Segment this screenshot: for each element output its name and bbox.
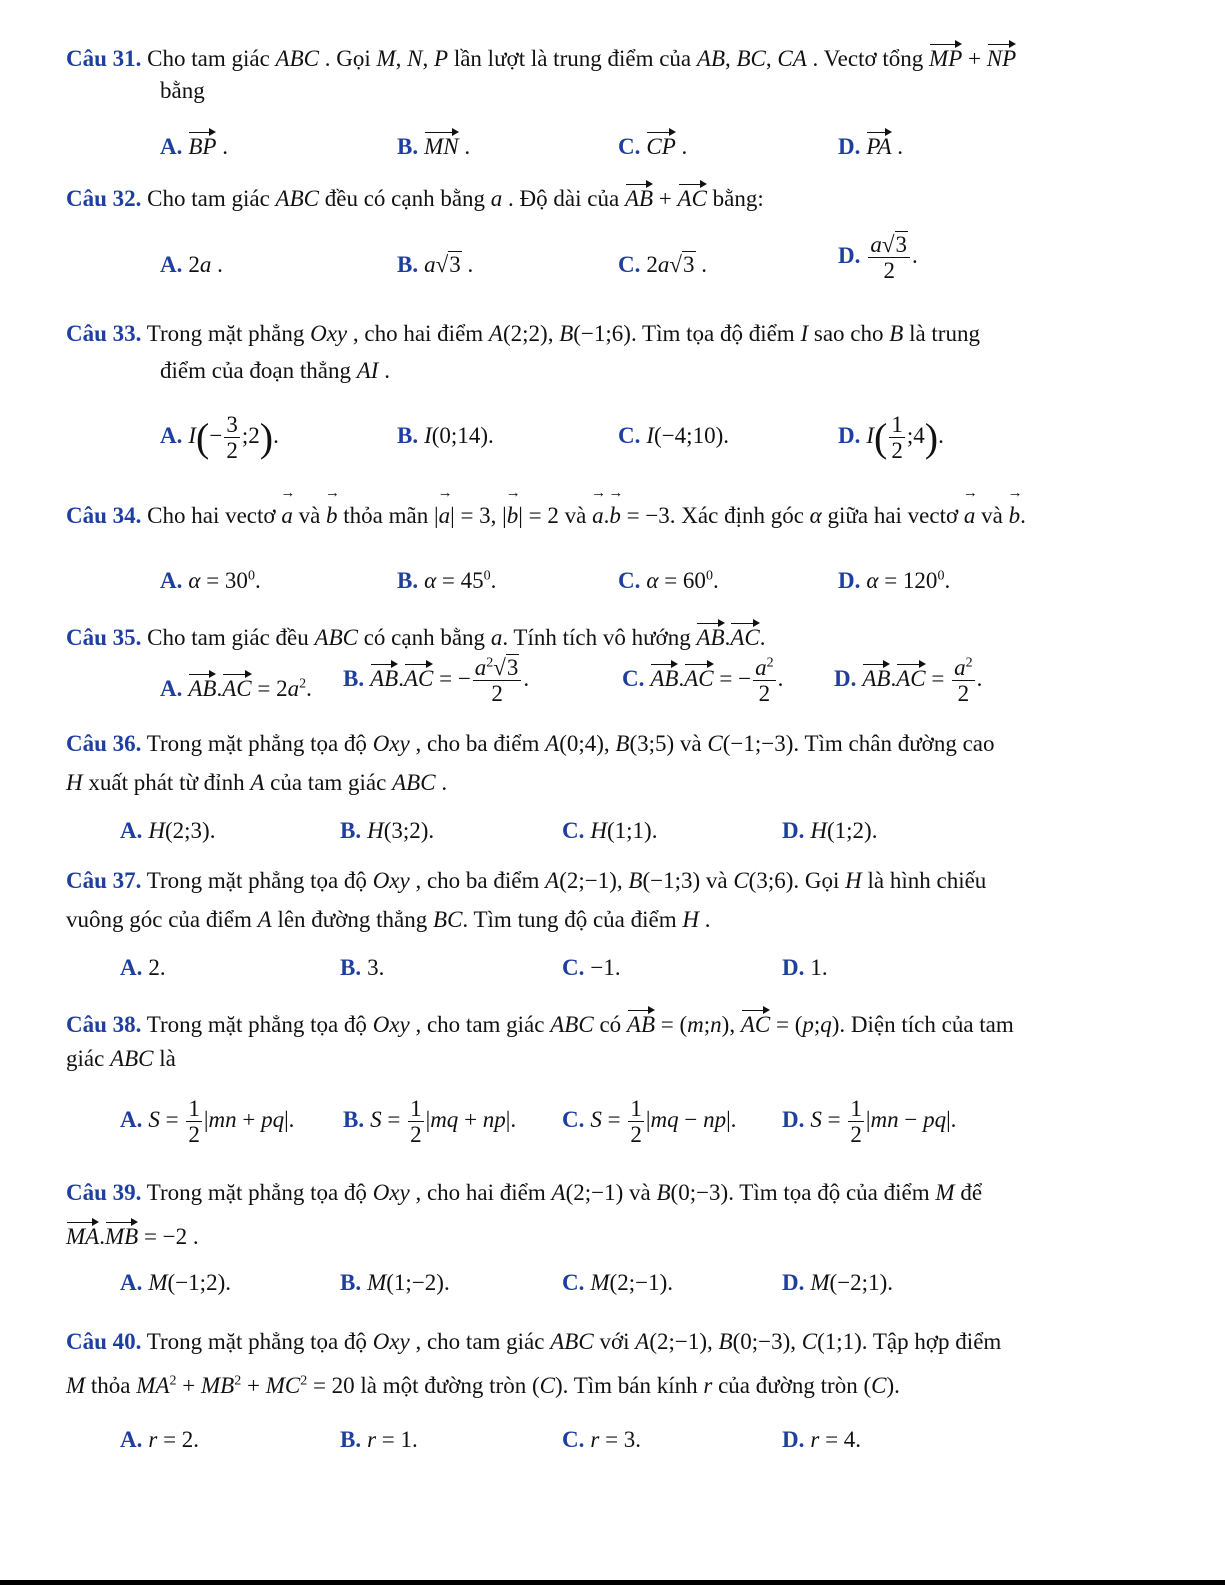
option-d[interactable]: D. 1.	[782, 955, 828, 980]
option-c[interactable]: C. 2a√3 .	[618, 252, 707, 277]
question-40-line-1: Câu 40. Trong mặt phẳng tọa độ Oxy , cho tam giác ABC với A(2;−1), B(0;−3), C(1;1). Tập hợp điểm	[66, 1329, 1002, 1354]
option-a[interactable]: A. $\alpha = 30^0$.	[160, 568, 261, 593]
option-d[interactable]: D. AB.AC = $\frac{a^2}{2}$ .	[834, 655, 983, 707]
option-c[interactable]: C. H(1;1).	[562, 818, 658, 843]
option-b[interactable]: B. M(1;−2).	[340, 1270, 450, 1295]
option-b[interactable]: B. H(3;2).	[340, 818, 435, 843]
option-d[interactable]: D. M(−2;1).	[782, 1270, 893, 1295]
option-b[interactable]: B. r = 1.	[340, 1427, 418, 1452]
option-a[interactable]: A. 2a .	[160, 252, 223, 277]
option-b[interactable]: B. 3.	[340, 955, 385, 980]
footer-rule	[0, 1580, 1225, 1585]
option-d[interactable]: D. $\alpha = 120^0$.	[838, 568, 951, 593]
option-d[interactable]: D. r = 4.	[782, 1427, 862, 1452]
option-a[interactable]: A. S = $\frac{1}{2}$ |mn + pq|.	[120, 1096, 295, 1148]
question-33-line-1: Câu 33. Trong mặt phẳng Oxy , cho hai điểm A(2;2), B(−1;6). Tìm tọa độ điểm I sao cho B là trung	[66, 321, 980, 346]
question-34-line-1: Câu 34. Cho hai vectơ a → và b → thỏa mãn |a →| = 3, |b →| = 2 và a →.b → = −3. Xác định góc α giữa hai vectơ a → và b →.	[66, 503, 1026, 529]
option-c[interactable]: C. $\alpha = 60^0$.	[618, 568, 719, 593]
question-31-line-2: bằng	[160, 78, 205, 103]
question-31-line-1: Câu 31. Cho tam giác ABC . Gọi M, N, P lần lượt là trung điểm của AB, BC, CA . Vectơ tổng MP + NP	[66, 42, 1016, 72]
option-a[interactable]: A. 2.	[120, 955, 166, 980]
question-38-line-1: Câu 38. Trong mặt phẳng tọa độ Oxy , cho tam giác ABC có AB = (m;n), AC = (p;q). Diện tích của tam	[66, 1008, 1014, 1038]
question-37-line-2: vuông góc của điểm A lên đường thẳng BC. Tìm tung độ của điểm H .	[66, 907, 711, 932]
option-b[interactable]: B. S = $\frac{1}{2}$ |mq + np|.	[343, 1096, 517, 1148]
option-a[interactable]: A. r = 2.	[120, 1427, 200, 1452]
option-a[interactable]: A. $AB.AC = 2a^2$.	[160, 672, 312, 702]
option-d[interactable]: D. PA .	[838, 130, 903, 160]
option-b[interactable]: B. $\alpha = 45^0$.	[397, 568, 497, 593]
question-32-line-1: Câu 32. Cho tam giác ABC đều có cạnh bằng a . Độ dài của AB + AC bằng:	[66, 182, 764, 212]
question-37-line-1: Câu 37. Trong mặt phẳng tọa độ Oxy , cho ba điểm A(2;−1), B(−1;3) và C(3;6). Gọi H là hình chiếu	[66, 868, 987, 893]
option-c[interactable]: C. M(2;−1).	[562, 1270, 673, 1295]
option-d[interactable]: D. $\frac{a√3}{2}$ .	[838, 232, 918, 284]
question-40-line-2: M thỏa $MA^2 + MB^2 + MC^2 = 20$ là một đường tròn (C). Tìm bán kính r của đường tròn (C).	[66, 1373, 900, 1398]
option-a[interactable]: A. BP .	[160, 130, 228, 160]
option-b[interactable]: B. I(0;14).	[397, 423, 494, 448]
option-a[interactable]: A. M(−1;2).	[120, 1270, 231, 1295]
option-a[interactable]: A. H(2;3).	[120, 818, 216, 843]
option-b[interactable]: B. AB.AC = − $\frac{a^2√3}{2}$ .	[343, 655, 530, 707]
option-d[interactable]: D. S = $\frac{1}{2}$ |mn − pq|.	[782, 1096, 957, 1148]
option-d[interactable]: D. H(1;2).	[782, 818, 878, 843]
question-33-line-2: điểm của đoạn thẳng AI .	[160, 358, 390, 383]
option-c[interactable]: C. r = 3.	[562, 1427, 642, 1452]
option-c[interactable]: C. S = $\frac{1}{2}$ |mq − np|.	[562, 1096, 737, 1148]
question-38-line-2: giác ABC là	[66, 1046, 176, 1071]
option-c[interactable]: C. −1.	[562, 955, 621, 980]
option-d[interactable]: D. I( $\frac{1}{2}$ ;4).	[838, 412, 944, 464]
option-b[interactable]: B. a√3 .	[397, 252, 474, 277]
option-c[interactable]: C. CP .	[618, 130, 687, 160]
option-c[interactable]: C. I(−4;10).	[618, 423, 729, 448]
question-35-line-1: Câu 35. Cho tam giác đều ABC có cạnh bằng a. Tính tích vô hướng AB.AC.	[66, 621, 765, 651]
question-39-line-1: Câu 39. Trong mặt phẳng tọa độ Oxy , cho hai điểm A(2;−1) và B(0;−3). Tìm tọa độ của điểm M để	[66, 1180, 983, 1205]
option-a[interactable]: A. I(− $\frac{3}{2}$ ;2).	[160, 412, 279, 464]
question-label: Câu 31.	[66, 46, 142, 71]
question-36-line-2: H xuất phát từ đỉnh A của tam giác ABC .	[66, 770, 448, 795]
question-39-line-2: MA.MB = −2 .	[66, 1220, 199, 1250]
option-c[interactable]: C. AB.AC = − $\frac{a^2}{2}$ .	[622, 655, 784, 707]
option-b[interactable]: B. MN .	[397, 130, 470, 160]
question-36-line-1: Câu 36. Trong mặt phẳng tọa độ Oxy , cho ba điểm A(0;4), B(3;5) và C(−1;−3). Tìm chân đường cao	[66, 731, 995, 756]
